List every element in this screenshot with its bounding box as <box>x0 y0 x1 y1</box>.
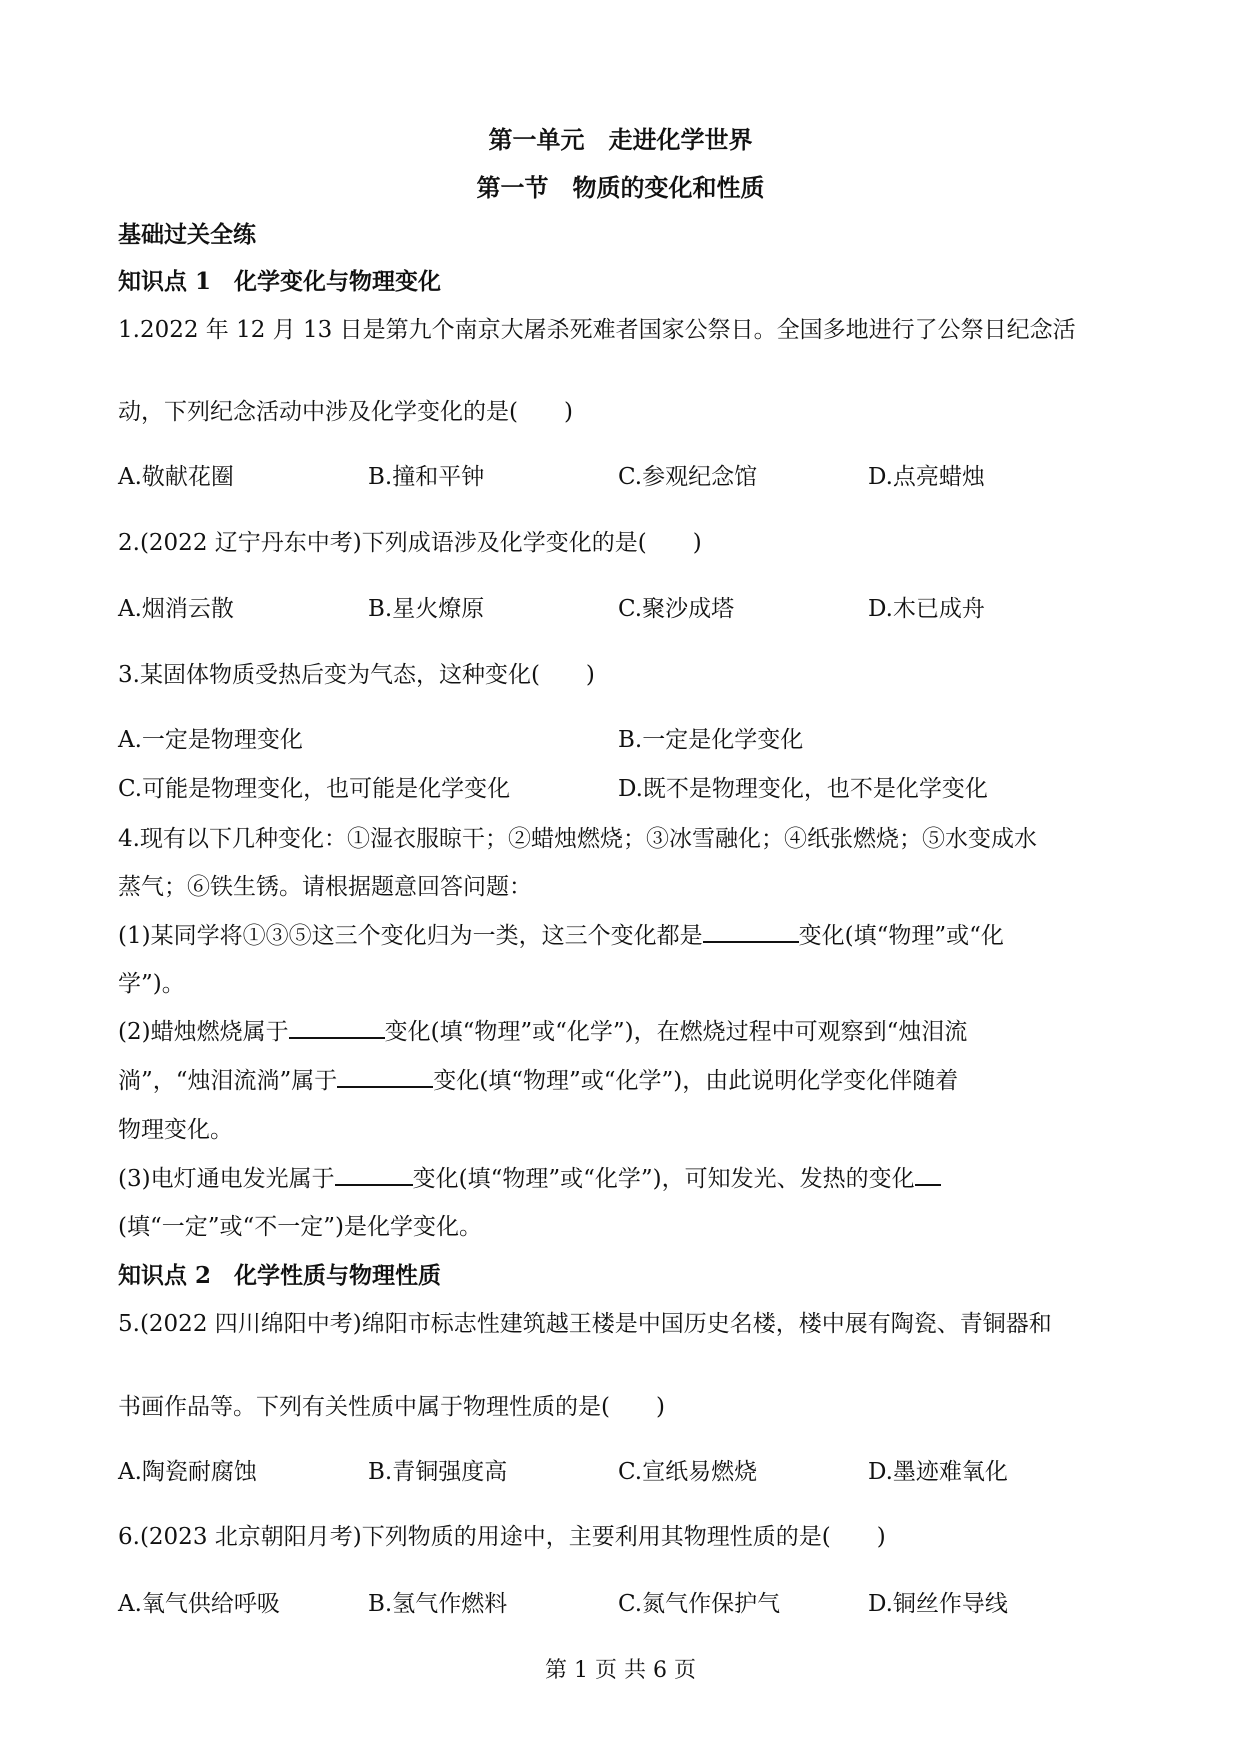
q4-part2-text-c: 淌”，“烛泪流淌”属于 <box>118 1068 338 1094</box>
q4-part2-text-b: 变化(填“物理”或“化学”)，在燃烧过程中可观察到“烛泪流 <box>384 1019 968 1045</box>
q4-part1-line2: 学”)。 <box>118 971 185 997</box>
q4-part2-line2 <box>118 1062 958 1095</box>
q1-stem-line2: 动，下列纪念活动中涉及化学变化的是( ) <box>118 399 573 425</box>
q4-part2-blank-1[interactable] <box>289 1015 385 1039</box>
q4-part1-blank[interactable] <box>703 919 799 943</box>
section-title: 第一节 物质的变化和性质 <box>476 173 765 202</box>
q4-part1-line1 <box>118 917 1004 950</box>
q5-option-a: A.陶瓷耐腐蚀 <box>118 1459 257 1485</box>
q1-option-a: A.敬献花圈 <box>118 464 234 490</box>
q4-part2-text-a: (2)蜡烛燃烧属于 <box>118 1019 289 1045</box>
q4-part3-text-a: (3)电灯通电发光属于 <box>118 1166 335 1192</box>
q3-option-a: A.一定是物理变化 <box>118 727 303 753</box>
q6-option-a: A.氧气供给呼吸 <box>118 1591 280 1617</box>
q1-option-d: D.点亮蜡烛 <box>868 464 985 490</box>
practice-heading: 基础过关全练 <box>118 221 256 248</box>
q5-stem-line2: 书画作品等。下列有关性质中属于物理性质的是( ) <box>118 1394 665 1420</box>
q4-part3-blank-1[interactable] <box>335 1162 413 1186</box>
unit-title: 第一单元 走进化学世界 <box>488 125 753 154</box>
q6-option-b: B.氢气作燃料 <box>368 1591 508 1617</box>
q2-stem: 2.(2022 辽宁丹东中考)下列成语涉及化学变化的是( ) <box>118 530 702 556</box>
q5-option-b: B.青铜强度高 <box>368 1459 508 1485</box>
q4-part2-blank-2[interactable] <box>337 1064 433 1088</box>
q2-option-b: B.星火燎原 <box>368 596 485 622</box>
q4-part3-line1 <box>118 1160 941 1193</box>
knowledge-point-2-heading: 知识点 2 化学性质与物理性质 <box>118 1262 442 1289</box>
q4-part2-text-d: 变化(填“物理”或“化学”)，由此说明化学变化伴随着 <box>433 1068 959 1094</box>
q6-option-c: C.氮气作保护气 <box>618 1591 781 1617</box>
q5-stem-line1: 5.(2022 四川绵阳中考)绵阳市标志性建筑越王楼是中国历史名楼，楼中展有陶瓷、青铜器和 <box>118 1311 1052 1337</box>
q1-option-b: B.撞和平钟 <box>368 464 485 490</box>
q6-option-d: D.铜丝作导线 <box>868 1591 1008 1617</box>
page-number-footer: 第 1 页 共 6 页 <box>545 1658 696 1683</box>
q4-part1-text-b: 变化(填“物理”或“化 <box>798 923 1004 949</box>
q4-part2-line3: 物理变化。 <box>118 1117 233 1143</box>
q4-part3-text-b: 变化(填“物理”或“化学”)，可知发光、发热的变化 <box>412 1166 915 1192</box>
q2-option-d: D.木已成舟 <box>868 596 985 622</box>
q4-part1-text-a: (1)某同学将①③⑤这三个变化归为一类，这三个变化都是 <box>118 923 703 949</box>
q3-option-c: C.可能是物理变化，也可能是化学变化 <box>118 776 511 802</box>
q3-option-d: D.既不是物理变化，也不是化学变化 <box>618 776 988 802</box>
q1-stem-line1: 1.2022 年 12 月 13 日是第九个南京大屠杀死难者国家公祭日。全国多地进行了公祭日纪念活 <box>118 317 1076 343</box>
q4-stem-line1: 4.现有以下几种变化：①湿衣服晾干；②蜡烛燃烧；③冰雪融化；④纸张燃烧；⑤水变成水 <box>118 826 1037 852</box>
q1-option-c: C.参观纪念馆 <box>618 464 758 490</box>
q3-option-b: B.一定是化学变化 <box>618 727 804 753</box>
q6-stem: 6.(2023 北京朝阳月考)下列物质的用途中，主要利用其物理性质的是( ) <box>118 1524 886 1550</box>
q4-part3-line2: (填“一定”或“不一定”)是化学变化。 <box>118 1214 482 1240</box>
q2-option-a: A.烟消云散 <box>118 596 234 622</box>
q5-option-c: C.宣纸易燃烧 <box>618 1459 758 1485</box>
q3-stem: 3.某固体物质受热后变为气态，这种变化( ) <box>118 662 595 688</box>
q4-part3-blank-2[interactable] <box>915 1162 941 1186</box>
q5-option-d: D.墨迹难氧化 <box>868 1459 1008 1485</box>
q4-part2-line1 <box>118 1013 967 1046</box>
q2-option-c: C.聚沙成塔 <box>618 596 735 622</box>
q4-stem-line2: 蒸气；⑥铁生锈。请根据题意回答问题： <box>118 874 532 900</box>
knowledge-point-1-heading: 知识点 1 化学变化与物理变化 <box>118 268 442 295</box>
